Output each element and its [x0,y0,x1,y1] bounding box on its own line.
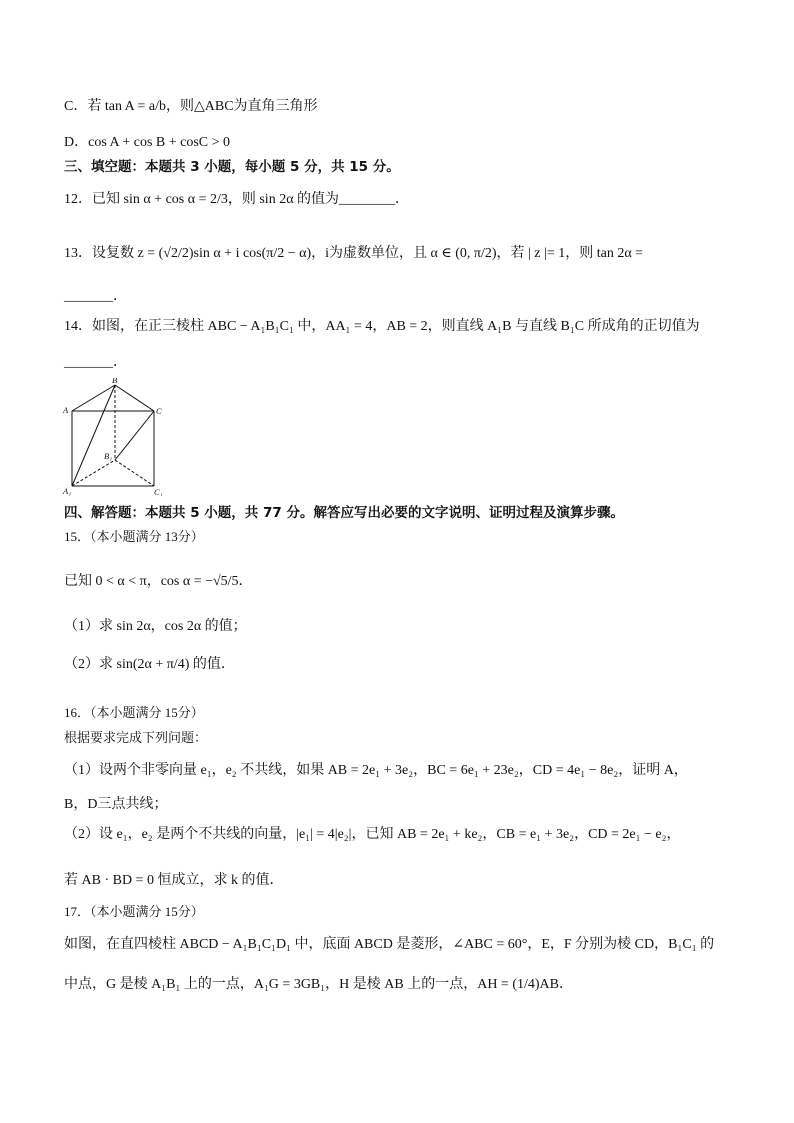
label-B: B [112,378,118,385]
question-15-part-2: （2）求 sin(2α + π/4) 的值． [64,657,235,672]
edge-B1C1 [115,460,154,486]
question-15-title: 15．（本小题满分 13分） [64,529,204,544]
label-C1: C₁ [154,487,163,496]
question-15-given: 已知 0 < α < π，cos α = −√5/5． [64,574,253,589]
edge-BC [115,385,154,411]
question-13-line-1: 13．设复数 z = (√2/2)sin α + i cos(π/2 − α)，i为虚数单位，且 α ∈ (0, π/2)，若 | z |= 1，则 tan 2α = [64,246,644,261]
question-17-line-1: 如图，在直四棱柱 ABCD − A₁B₁C₁D₁ 中，底面 ABCD 是菱形，∠ABC = 60°，E，F 分别为棱 CD，B₁C₁ 的 [64,937,715,952]
question-16-part-1-line-2: B，D三点共线； [64,797,168,812]
option-d: D．cos A + cos B + cosC > 0 [64,135,231,150]
label-A1: A₁ [63,486,72,496]
edge-A1B [72,385,115,486]
question-16-part-2-line-1: （2）设 e₁，e₂ 是两个不共线的向量，|e₁| = 4|e₂|，已知 AB = 2e₁ + ke₂，CB = e₁ + 3e₂，CD = 2e₁ − e₂， [64,827,681,842]
question-16-title: 16．（本小题满分 15分） [64,705,204,720]
edge-AB [72,385,115,411]
prism-diagram [62,378,166,496]
question-17-line-2: 中点，G 是棱 A₁B₁ 上的一点，A₁G = 3GB₁，H 是棱 AB 上的一点，AH = (1/4)AB． [64,977,573,992]
section-3-heading: 三、填空题：本题共 3 小题，每小题 5 分，共 15 分。 [64,159,400,175]
label-C: C [156,406,162,416]
section-4-heading: 四、解答题：本题共 5 小题，共 77 分。解答应写出必要的文字说明、证明过程及演算步骤。 [64,505,624,521]
question-16-intro: 根据要求完成下列问题： [64,730,208,745]
question-14-line-2: _______． [64,355,127,370]
edge-B1C [115,411,154,460]
edge-A1B1 [72,460,115,486]
question-16-part-2-line-2: 若 AB · BD = 0 恒成立，求 k 的值． [64,873,284,888]
question-12: 12．已知 sin α + cos α = 2/3，则 sin 2α 的值为________． [64,192,410,207]
question-13-line-2: _______． [64,289,127,304]
question-16-part-1-line-1: （1）设两个非零向量 e₁，e₂ 不共线，如果 AB = 2e₁ + 3e₂，BC = 6e₁ + 23e₂，CD = 4e₁ − 8e₂，证明 A， [64,763,688,778]
question-17-title: 17．（本小题满分 15分） [64,904,204,919]
label-B1: B₁ [104,451,113,461]
question-14-line-1: 14．如图，在正三棱柱 ABC − A₁B₁C₁ 中，AA₁ = 4，AB = 2，则直线 A₁B 与直线 B₁C 所成角的正切值为 [64,319,700,334]
option-c: C．若 tan A = a/b，则△ABC为直角三角形 [64,99,318,114]
label-A: A [63,405,69,415]
question-15-part-1: （1）求 sin 2α，cos 2α 的值； [64,619,247,634]
